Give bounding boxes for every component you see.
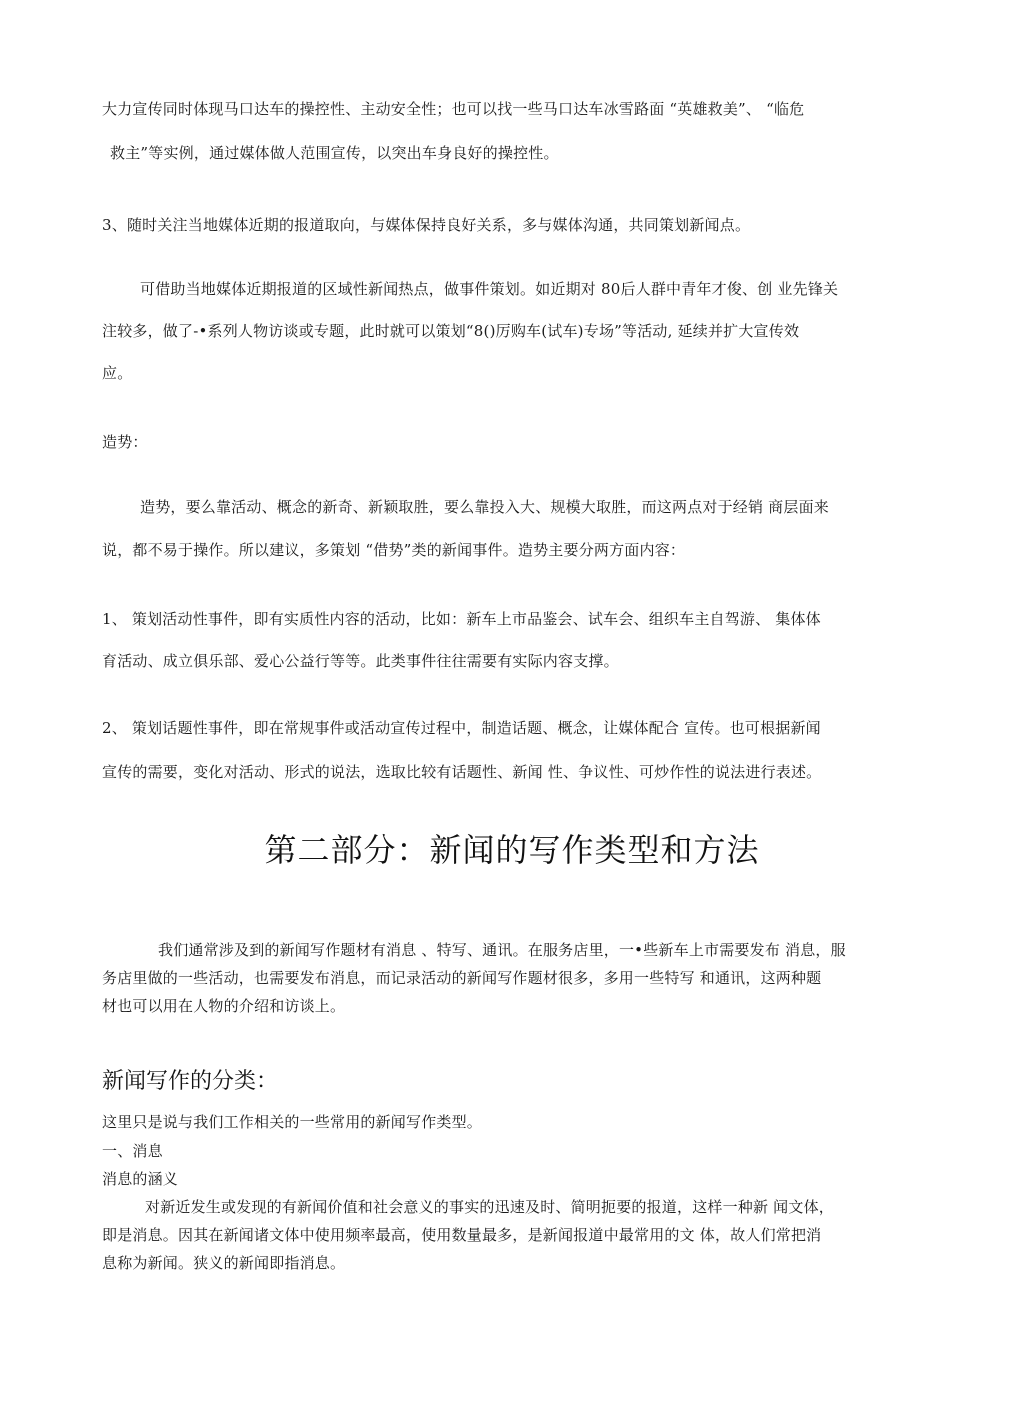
paragraph-line: 说，都不易于操作。所以建议，多策划 “借势”类的新闻事件。造势主要分两方面内容：: [102, 541, 686, 559]
subsection-title: 新闻写作的分类：: [102, 1069, 279, 1094]
paragraph-line: 救主”等实例，通过媒体做人范围宣传，以突出车身良好的操控性。: [110, 144, 559, 162]
paragraph-line: 造势：: [102, 433, 148, 451]
paragraph-line: 3、随时关注当地媒体近期的报道取向，与媒体保持良好关系，多与媒体沟通，共同策划新闻点。: [102, 216, 751, 234]
paragraph-line: 对新近发生或发现的有新闻价值和社会意义的事实的迅速及时、简明扼要的报道，这样一种新 闻文体，: [145, 1198, 834, 1216]
paragraph-line: 一、消息: [102, 1142, 163, 1160]
paragraph-line: 材也可以用在人物的介绍和访谈上。: [102, 997, 346, 1015]
section-title: 第二部分：新闻的写作类型和方法: [264, 831, 760, 869]
paragraph-line: 1、 策划活动性事件，即有实质性内容的活动，比如：新车上市品鉴会、试车会、组织车主自驾游、 集体体: [102, 610, 821, 628]
paragraph-line: 大力宣传同时体现马口达车的操控性、主动安全性；也可以找一些马口达车冰雪路面 “英雄救美”、 “临危: [102, 100, 805, 118]
paragraph-line: 这里只是说与我们工作相关的一些常用的新闻写作类型。: [102, 1113, 483, 1131]
paragraph-line: 2、 策划话题性事件，即在常规事件或活动宣传过程中，制造话题、概念，让媒体配合 宣传。也可根据新闻: [102, 719, 821, 737]
paragraph-line: 务店里做的一些活动，也需要发布消息，而记录活动的新闻写作题材很多，多用一些特写 和通讯，这两种题: [102, 969, 822, 987]
paragraph-line: 可借助当地媒体近期报道的区域性新闻热点，做事件策划。如近期对 80后人群中青年才俊、创 业先锋关: [140, 280, 839, 298]
paragraph-line: 注较多，做了-•系列人物访谈或专题，此时就可以策划“8()厉购车(试车)专场”等活动, 延续并扩大宣传效: [102, 322, 800, 340]
paragraph-line: 即是消息。因其在新闻诸文体中使用频率最高，使用数量最多，是新闻报道中最常用的文 体，故人们常把消: [102, 1226, 822, 1244]
paragraph-line: 息称为新闻。狭义的新闻即指消息。: [102, 1254, 346, 1272]
paragraph-line: 消息的涵义: [102, 1170, 179, 1188]
paragraph-line: 造势，要么靠活动、概念的新奇、新颖取胜，要么靠投入大、规模大取胜，而这两点对于经销 商层面来: [140, 498, 829, 516]
paragraph-line: 宣传的需要，变化对活动、形式的说法，选取比较有话题性、新闻 性、争议性、可炒作性的说法进行表述。: [102, 763, 822, 781]
paragraph-line: 育活动、成立俱乐部、爱心公益行等等。此类事件往往需要有实际内容支撑。: [102, 652, 619, 670]
paragraph-line: 应。: [102, 364, 133, 382]
paragraph-line: 我们通常涉及到的新闻写作题材有消息 、特写、通讯。在服务店里，一•些新车上市需要发布 消息，服: [158, 941, 846, 959]
